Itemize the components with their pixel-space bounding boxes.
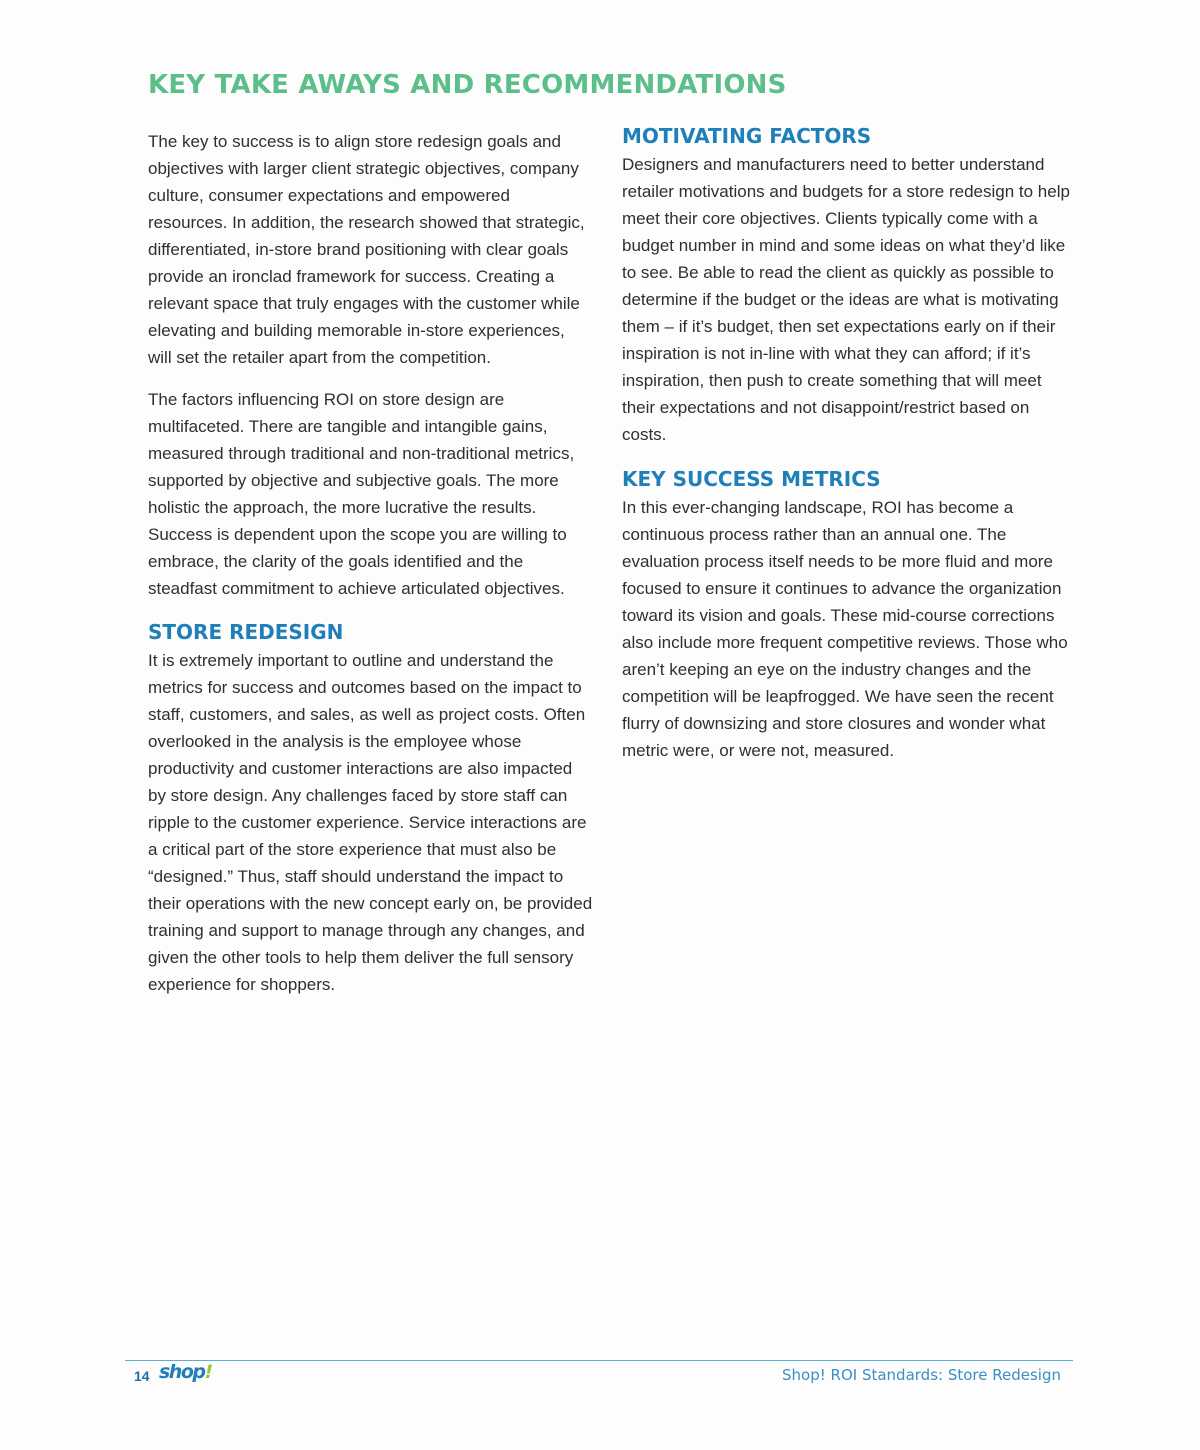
shop-logo-mark: ! [204,1361,212,1383]
footer-document-title: Shop! ROI Standards: Store Redesign [782,1366,1061,1384]
store-redesign-body: It is extremely important to outline and understand the metrics for success and outcomes based on the impact to staff, customers, and sales, as well as project costs. Often overlooked in the analysis is the employee whose productivity and customer interactions are also impacted by store design. Any challenges faced by store staff can ripple to the customer experience. Service interactions are a critical part of the store experience that must also be “designed.” Thus, staff should understand the impact to their operations with the new concept early on, be provided training and support to manage through any changes, and given the other tools to help them deliver the full sensory experience for shoppers. [148,651,593,994]
motivating-factors-section [622,121,1072,448]
shop-logo-text: shop [159,1361,205,1383]
store-redesign-section [148,617,593,998]
footer-divider [125,1360,1073,1361]
motivating-factors-body: Designers and manufacturers need to better understand retailer motivations and budgets for a store redesign to help meet their core objectives. Clients typically come with a budget number in mind and some ideas on what they’d like to see. Be able to read the client as quickly as possible to determine if the budget or the ideas are what is motivating them – if it’s budget, then set expectations early on if their inspiration is not in-line with what they can afford; if it’s inspiration, then push to create something that will meet their expectations and not disappoint/restrict based on costs. [622,155,1070,444]
right-column [622,121,1072,780]
shop-logo [159,1361,212,1383]
key-success-metrics-body: In this ever-changing landscape, ROI has become a continuous process rather than an annual one. The evaluation process itself needs to be more fluid and more focused to ensure it continues to advance the organization toward its vision and goals. These mid-course corrections also include more frequent competitive reviews. Those who aren’t keeping an eye on the industry changes and the competition will be leapfrogged. We have seen the recent flurry of downsizing and store closures and wonder what metric were, or were not, measured. [622,498,1068,760]
key-success-metrics-heading: KEY SUCCESS METRICS [622,467,881,491]
store-redesign-heading: STORE REDESIGN [148,620,344,644]
page-number: 14 [134,1368,150,1384]
intro-paragraph: The key to success is to align store redesign goals and objectives with larger client strategic objectives, company culture, consumer expectations and empowered resources. In addition, the research showed that strategic, differentiated, in-store brand positioning with clear goals provide an ironclad framework for success. Creating a relevant space that truly engages with the customer while elevating and building memorable in-store experiences, will set the retailer apart from the competition. [148,132,585,367]
key-success-metrics-section [622,464,1072,764]
motivating-factors-heading: MOTIVATING FACTORS [622,124,872,148]
left-column [148,128,593,1014]
page-title: KEY TAKE AWAYS AND RECOMMENDATIONS [148,70,787,100]
roi-factors-paragraph: The factors influencing ROI on store design are multifaceted. There are tangible and intangible gains, measured through traditional and non-traditional metrics, supported by objective and subjective goals. The more holistic the approach, the more lucrative the results. Success is dependent upon the scope you are willing to embrace, the clarity of the goals identified and the steadfast commitment to achieve articulated objectives. [148,390,575,598]
